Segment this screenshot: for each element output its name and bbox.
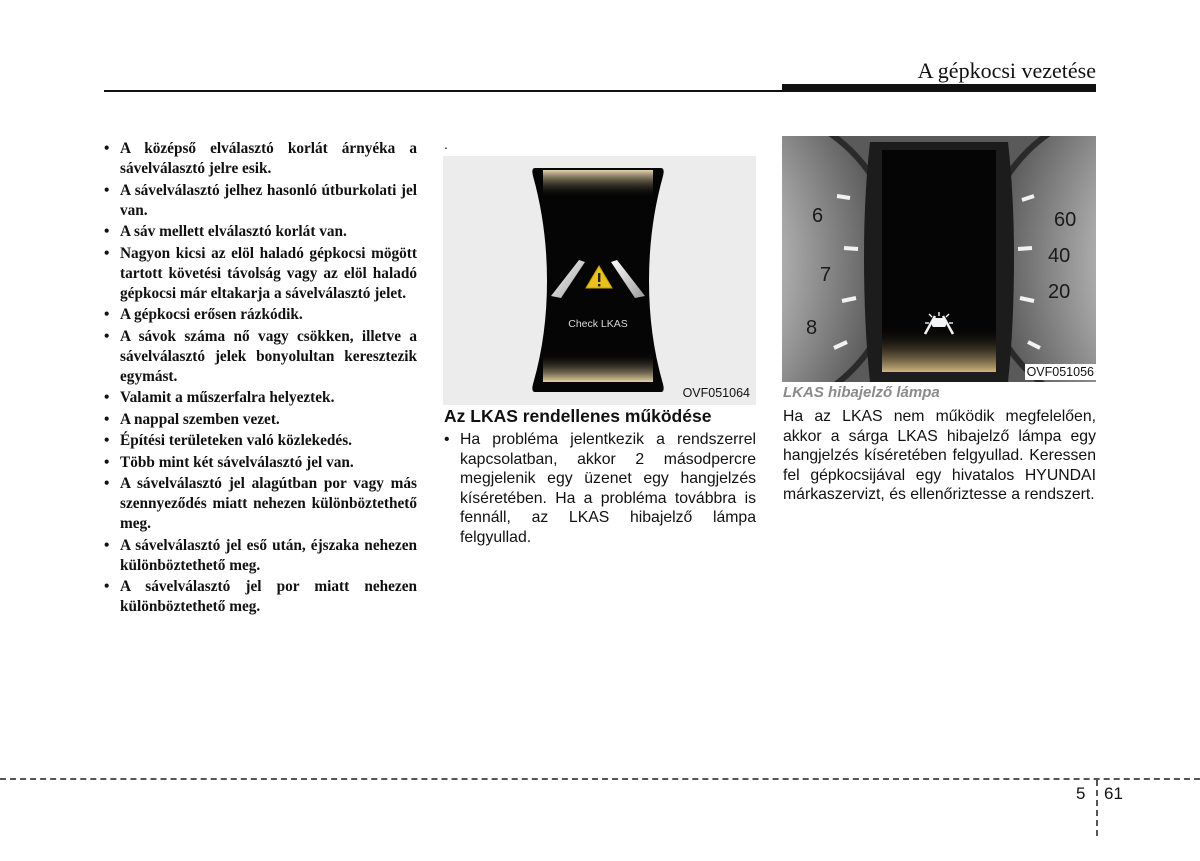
list-item: • A nappal szemben vezet. [104, 410, 417, 430]
list-item: • Ha probléma jelentkezik a rendszerrel kapcsolatban, akkor 2 másodpercre megjelenik egy üzenet egy hangjelzés kíséretében. Ha a probléma továbbra is fennáll, az LKAS hibajelző lámpa felgyullad. [444, 430, 756, 547]
instrument-cluster-illustration [782, 136, 1096, 382]
list-item: • Nagyon kicsi az elöl haladó gépkocsi mögött tartott követési távolság vagy az elöl haladó gépkocsi már eltakarja a sávelválasztó jelet. [104, 244, 417, 304]
conditions-list [104, 139, 417, 617]
figure-code: OVF051056 [1026, 365, 1094, 379]
page-header-title: A gépkocsi vezetése [917, 58, 1096, 83]
check-lkas-figure [443, 156, 756, 405]
section-heading: Az LKAS rendellenes működése [444, 406, 712, 426]
gauge-label: 40 [1048, 245, 1071, 267]
malfunction-text [444, 430, 756, 547]
lkas-malfunction-lamp-figure [782, 136, 1096, 382]
page-number: 61 [1104, 784, 1123, 803]
list-item: • A gépkocsi erősen rázkódik. [104, 305, 417, 325]
list-item: • A sávelválasztó jelhez hasonló útburkolati jel van. [104, 181, 417, 221]
header-rule-thin [104, 90, 782, 92]
footer-vertical-divider [1096, 780, 1098, 836]
check-lkas-display-illustration [443, 156, 756, 405]
list-item: • Valamit a műszerfalra helyeztek. [104, 388, 417, 408]
gauge-label: 60 [1054, 209, 1077, 231]
paragraph: Ha az LKAS nem működik megfelelően, akkor a sárga LKAS hibajelző lámpa egy hangjelzés kíséretében felgyullad. Keressen fel gépkocsijával egy hivatalos HYUNDAI márkaszervizt, és ellenőriztesse a rendszert. [783, 408, 1096, 503]
list-item: • A sávelválasztó jel alagútban por vagy más szennyeződés miatt nehezen különböztethető meg. [104, 474, 417, 534]
list-item: • Több mint két sávelválasztó jel van. [104, 453, 417, 473]
footer-divider [0, 778, 1200, 780]
gauge-label: 7 [820, 264, 832, 286]
list-item: • Építési területeken való közlekedés. [104, 431, 417, 451]
stray-dot: . [444, 136, 448, 152]
check-lkas-text: Check LKAS [568, 318, 628, 330]
chapter-number: 5 [1076, 784, 1086, 803]
gauge-label: 6 [812, 205, 824, 227]
list-item: • A sávelválasztó jel eső után, éjszaka nehezen különböztethető meg. [104, 536, 417, 576]
list-item: • A sávelválasztó jel por miatt nehezen különböztethető meg. [104, 577, 417, 617]
list-item: • A középső elválasztó korlát árnyéka a sávelválasztó jelre esik. [104, 139, 417, 179]
figure-caption: LKAS hibajelző lámpa [783, 384, 940, 401]
lamp-explanation [783, 407, 1096, 505]
list-item: • A sávok száma nő vagy csökken, illetve a sávelválasztó jelek bonyolultan keresztezik egymást. [104, 327, 417, 387]
list-item: • A sáv mellett elválasztó korlát van. [104, 222, 417, 242]
figure-code: OVF051064 [682, 386, 750, 400]
header-rule-thick [782, 84, 1096, 92]
gauge-label: 8 [806, 317, 818, 339]
conditions-list-column [104, 139, 417, 619]
gauge-label: 20 [1048, 281, 1071, 303]
